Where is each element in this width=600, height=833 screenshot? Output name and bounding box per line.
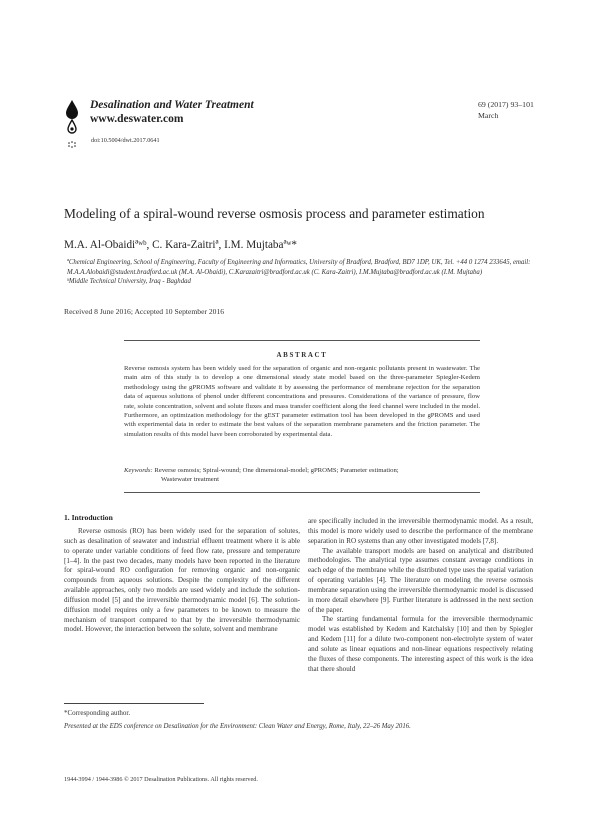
journal-logo-icon (60, 98, 84, 150)
abstract-heading: ABSTRACT (276, 351, 328, 359)
section-heading-introduction: 1. Introduction (64, 513, 113, 522)
journal-title: Desalination and Water Treatment (90, 99, 254, 111)
paragraph: The starting fundamental formula for the irreversible thermodynamic model was established by Kedem and Katchalsky [10] and then by Spiegler and Kedem [11] for a dilute two-component non-electrolyte system of water and solute as linear equations and non-linear equations respectively relating the fluxes of these components. The interesting aspect of this work is the idea that there should (308, 615, 533, 673)
received-dates: Received 8 June 2016; Accepted 10 September 2016 (64, 307, 225, 316)
journal-url[interactable]: www.deswater.com (90, 113, 184, 125)
abstract-text: Reverse osmosis system has been widely used for the separation of organic and non-organic pollutants present in wastewater. The main aim of this study is to develop a one dimensional steady state model based on the three-parameter Spiegler-Kedem methodology using the gPROMS software and validate it by assessing the performance of membrane rejection for the separation data of aqueous solutions of phenol under different concentrations and pressures. Considerations of the variance of pressure, flow rate, solute concentration, solvent and solute fluxes and mass transfer coefficient along the feed channel were included in the model. Furthermore, an optimization methodology for the gEST parameter estimation tool has been developed in the gPROMS and used with experimental data in order to estimate the best values of the separation membrane parameters and the friction parameter. The simulation results of this model have been corroborated by experimental data. (124, 365, 480, 438)
keywords (124, 466, 480, 485)
doi[interactable]: doi:10.5004/dwt.2017.0641 (91, 137, 160, 144)
issue-info (478, 99, 534, 121)
keywords-line1: Reverse osmosis; Spiral-wound; One dimensional-model; gPROMS; Parameter estimation; (154, 467, 399, 474)
paragraph: The available transport models are based on analytical and distributed methodologies. The analytical type assumes constant average conditions in each edge of the membrane while the distributed type uses the spatial variation of operating variables [4]. The literature on modeling the reverse osmosis membrane separation using the irreversible thermodynamic model is discussed in more detail elsewhere [9]. Further literature is addressed in the next section of the paper. (308, 546, 533, 614)
left-column (64, 527, 300, 635)
abstract-bottom-rule (124, 492, 480, 493)
corresponding-author-note: *Corresponding author. (64, 709, 131, 717)
conference-note: Presented at the EDS conference on Desalination for the Environment: Clean Water and Energy, Rome, Italy, 22–26 May 2016. (64, 723, 411, 730)
affiliation-a: ªChemical Engineering, School of Engineering, Faculty of Engineering and Informatics, University of Bradford, Bradford, BD7 1DP, UK, Tel. +44 0 1274 233645, email: M.A.A.Alobaidi@student.bradford.ac.uk (M.A. Al-Obaidi), C.Karazaitri@bradford.ac.uk (C. Kara-Zaitri), I.M.Mujtaba@bradford.ac.uk (I.M. Mujtaba) (67, 259, 531, 276)
issue-month: March (478, 111, 499, 120)
authors: M.A. Al-Obaidiªʷᵇ, C. Kara-Zaitriª, I.M. Mujtabaªʷ* (64, 239, 297, 251)
paragraph: are specifically included in the irreversible thermodynamic model. As a result, this model is more widely used to describe the performance of the membrane separation in RO systems than any other investigated models [7,8]. (308, 517, 533, 545)
copyright: 1944-3994 / 1944-3986 © 2017 Desalination Publications. All rights reserved. (64, 776, 258, 783)
footnote-rule (64, 703, 204, 704)
issue-volume-pages: 69 (2017) 93–101 (478, 100, 534, 109)
article-title: Modeling of a spiral-wound reverse osmosis process and parameter estimation (64, 206, 485, 221)
right-column (308, 517, 533, 675)
affiliation-b: ᵇMiddle Technical University, Iraq - Baghdad (67, 278, 191, 286)
abstract-top-rule (124, 340, 480, 341)
affiliations (67, 258, 547, 287)
keywords-line2: Wastewater treatment (161, 476, 219, 484)
paragraph: Reverse osmosis (RO) has been widely used for the separation of solutes, such as desalination of seawater and industrial effluent treatment where it is able to operate under variable conditions of feed flow rate, pressure and temperature [1–4]. In the past two decades, many models have been reported in the literature for spiral-wound RO configuration for removing organic and non-organic compounds from aqueous solutions. Despite the complexity of the different available approaches, only two models are used widely and include the solution-diffusion model [5] and the irreversible thermodynamic model [6]. The solution-diffusion model requires only a few parameters to be known to measure the mechanism of transport compared to that by the irreversible thermodynamic model. However, the interaction between the solute, solvent and membrane (64, 527, 300, 634)
keywords-label: Keywords: (124, 467, 153, 474)
